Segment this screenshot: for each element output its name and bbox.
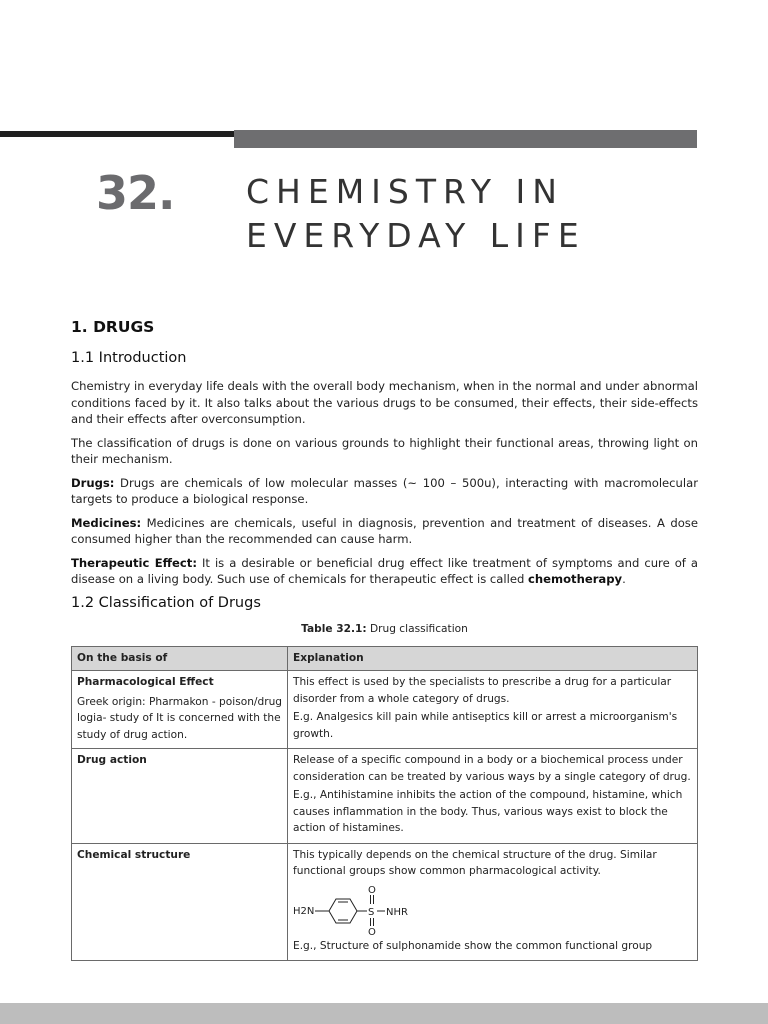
definition-medicines <box>71 515 698 548</box>
subsection-heading-classification: 1.2 Classification of Drugs <box>71 594 261 611</box>
table-row <box>72 749 698 844</box>
page-content <box>71 318 698 961</box>
term-therapeutic-effect: Therapeutic Effect: <box>71 555 197 570</box>
drug-classification-table <box>71 646 698 962</box>
table-cell-explanation <box>288 749 698 844</box>
chapter-number: 32. <box>96 166 175 220</box>
chapter-title-line-2: EVERYDAY LIFE <box>246 216 586 255</box>
definition-drugs <box>71 475 698 508</box>
table-caption-label: Table 32.1: <box>301 622 367 635</box>
table-cell-basis <box>72 671 288 749</box>
formula-left-group: H2N <box>293 905 315 917</box>
explanation-text: Release of a specific compound in a body or a biochemical process under consideration can be treated by various ways by a single category of drug. <box>293 754 691 783</box>
table-header-basis: On the basis of <box>72 646 288 671</box>
term-drugs: Drugs: <box>71 475 115 490</box>
explanation-example: E.g. Analgesics kill pain while antiseptics kill or arrest a microorganism's growth. <box>293 711 678 740</box>
definition-therapeutic-effect <box>71 555 698 588</box>
explanation-example: E.g., Structure of sulphonamide show the common functional group <box>293 939 653 952</box>
basis-label: Chemical structure <box>77 848 191 861</box>
table-row <box>72 671 698 749</box>
chapter-title <box>246 170 586 258</box>
basis-note: Greek origin: Pharmakon - poison/drug logia- study of It is concerned with the study of drug action. <box>77 695 283 741</box>
header-rule-dark <box>0 131 234 137</box>
header-rule-grey <box>234 130 697 148</box>
subsection-heading-introduction: 1.1 Introduction <box>71 350 187 366</box>
definition-drugs-text: Drugs are chemicals of low molecular masses (~ 100 – 500u), interacting with macromolecular targets to produce a biological response. <box>71 475 698 506</box>
benzene-ring <box>329 899 357 923</box>
definition-medicines-text: Medicines are chemicals, useful in diagnosis, prevention and treatment of diseases. A dose consumed higher than the recommended can cause harm. <box>71 515 698 546</box>
term-medicines: Medicines: <box>71 515 142 530</box>
explanation-text: This effect is used by the specialists to prescribe a drug for a particular disorder from a whole category of drugs. <box>293 676 672 705</box>
table-row <box>72 843 698 961</box>
explanation-example: E.g., Antihistamine inhibits the action of the compound, histamine, which causes inflammation in the body. Thus, various ways exist to block the action of histamines. <box>293 789 683 834</box>
intro-paragraph-1: Chemistry in everyday life deals with the overall body mechanism, when in the normal and under abnormal conditions faced by it. It also talks about the various drugs to be consumed, their effects, their side-effects and their effects after overconsumption. <box>71 379 698 426</box>
section-heading-drugs: 1. DRUGS <box>71 318 155 336</box>
footer-bar <box>0 1003 768 1024</box>
basis-label: Pharmacological Effect <box>77 676 214 688</box>
chapter-title-line-1: CHEMISTRY IN <box>246 172 564 211</box>
table-caption-text: Drug classification <box>366 622 468 635</box>
term-chemotherapy: chemotherapy <box>528 572 623 586</box>
oxygen-top: O <box>368 884 376 896</box>
formula-right-group: NHR <box>386 906 408 918</box>
table-cell-explanation <box>288 843 698 961</box>
table-cell-explanation <box>288 671 698 749</box>
definition-therapeutic-end: . <box>622 572 626 586</box>
explanation-text: This typically depends on the chemical structure of the drug. Similar functional groups show common pharmacological activity. <box>293 848 657 877</box>
table-cell-basis <box>72 843 288 961</box>
intro-paragraph-2: The classification of drugs is done on various grounds to highlight their functional areas, throwing light on their mechanism. <box>71 435 698 466</box>
table-caption <box>71 623 698 635</box>
table-cell-basis <box>72 749 288 844</box>
oxygen-bottom: O <box>368 926 376 936</box>
table-header-row <box>72 646 698 671</box>
table-header-explanation: Explanation <box>288 646 698 671</box>
definition-therapeutic-text: It is a desirable or beneficial drug effect like treatment of symptoms and cure of a disease on a living body. Such use of chemicals for therapeutic effect is called <box>71 555 698 586</box>
sulfur-atom: S <box>368 906 375 918</box>
basis-label: Drug action <box>77 754 147 766</box>
sulphonamide-structure <box>293 884 423 936</box>
